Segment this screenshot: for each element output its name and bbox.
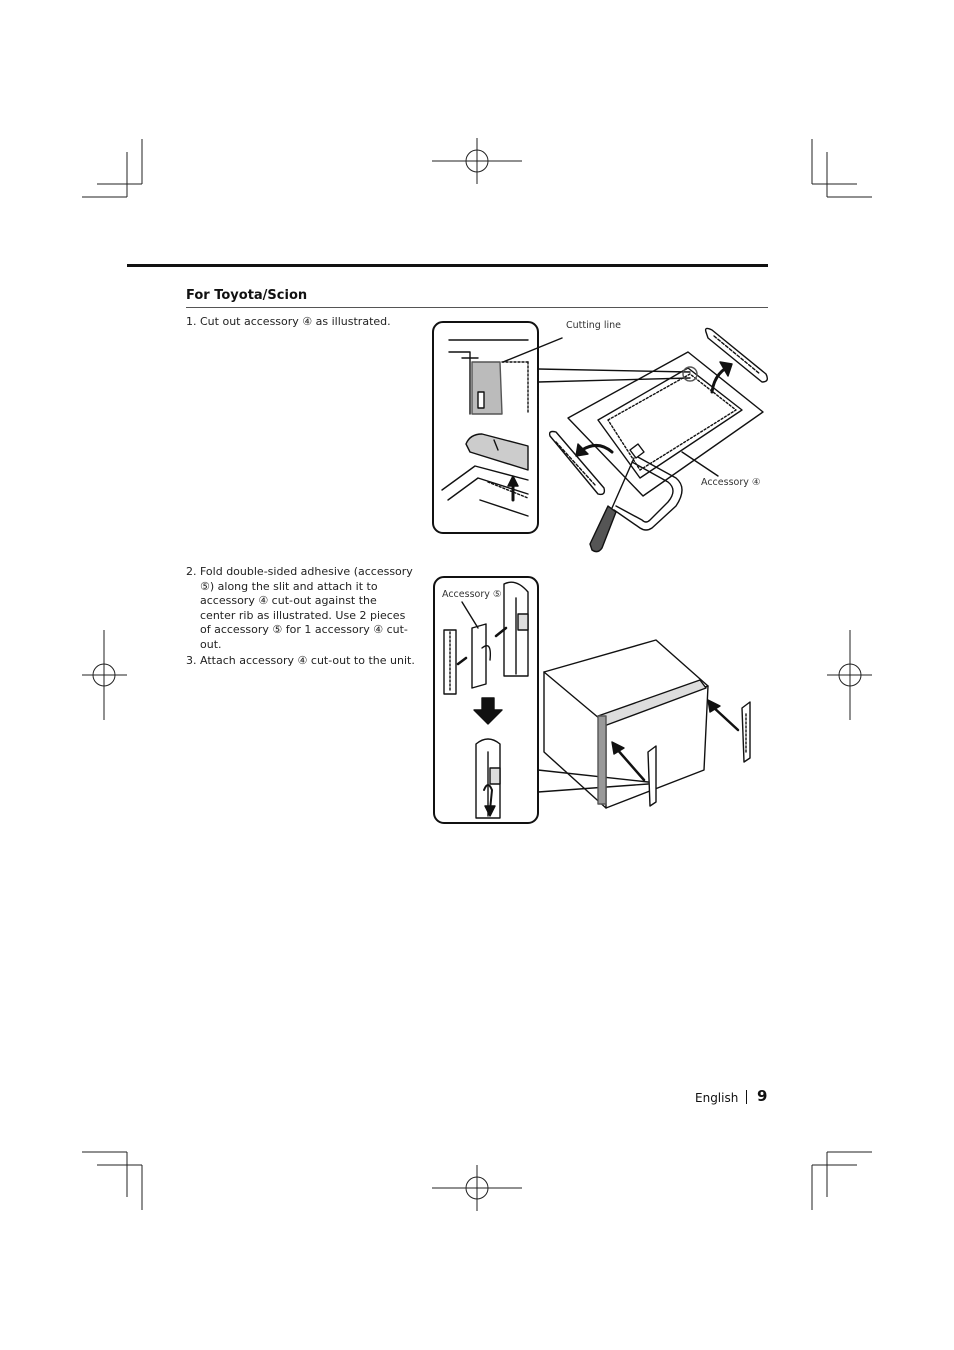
step-line: Attach accessory ④ cut-out to the unit. (200, 654, 415, 667)
section-heading: For Toyota/Scion (186, 288, 308, 303)
step-number: 1. (186, 315, 197, 328)
page-number: 9 (757, 1087, 768, 1105)
footer-separator (746, 1090, 747, 1104)
step-number: 2. (186, 565, 197, 578)
accessory-5-label: Accessory ⑤ (442, 589, 502, 600)
step-line: ⑤) along the slit and attach it to (200, 579, 378, 593)
footer-language: English (695, 1091, 739, 1105)
step-line: center rib as illustrated. Use 2 pieces (200, 608, 406, 622)
step-line: Fold double-sided adhesive (accessory (200, 565, 413, 578)
step-number: 3. (186, 654, 197, 667)
step-line: of accessory ⑤ for 1 accessory ④ cut- (200, 623, 408, 636)
step-line: accessory ④ cut-out against the (200, 594, 377, 607)
step-line: out. (200, 637, 222, 651)
step-line: Cut out accessory ④ as illustrated. (200, 315, 391, 328)
cutting-line-label: Cutting line (566, 320, 621, 331)
accessory-4-label: Accessory ④ (701, 477, 761, 488)
